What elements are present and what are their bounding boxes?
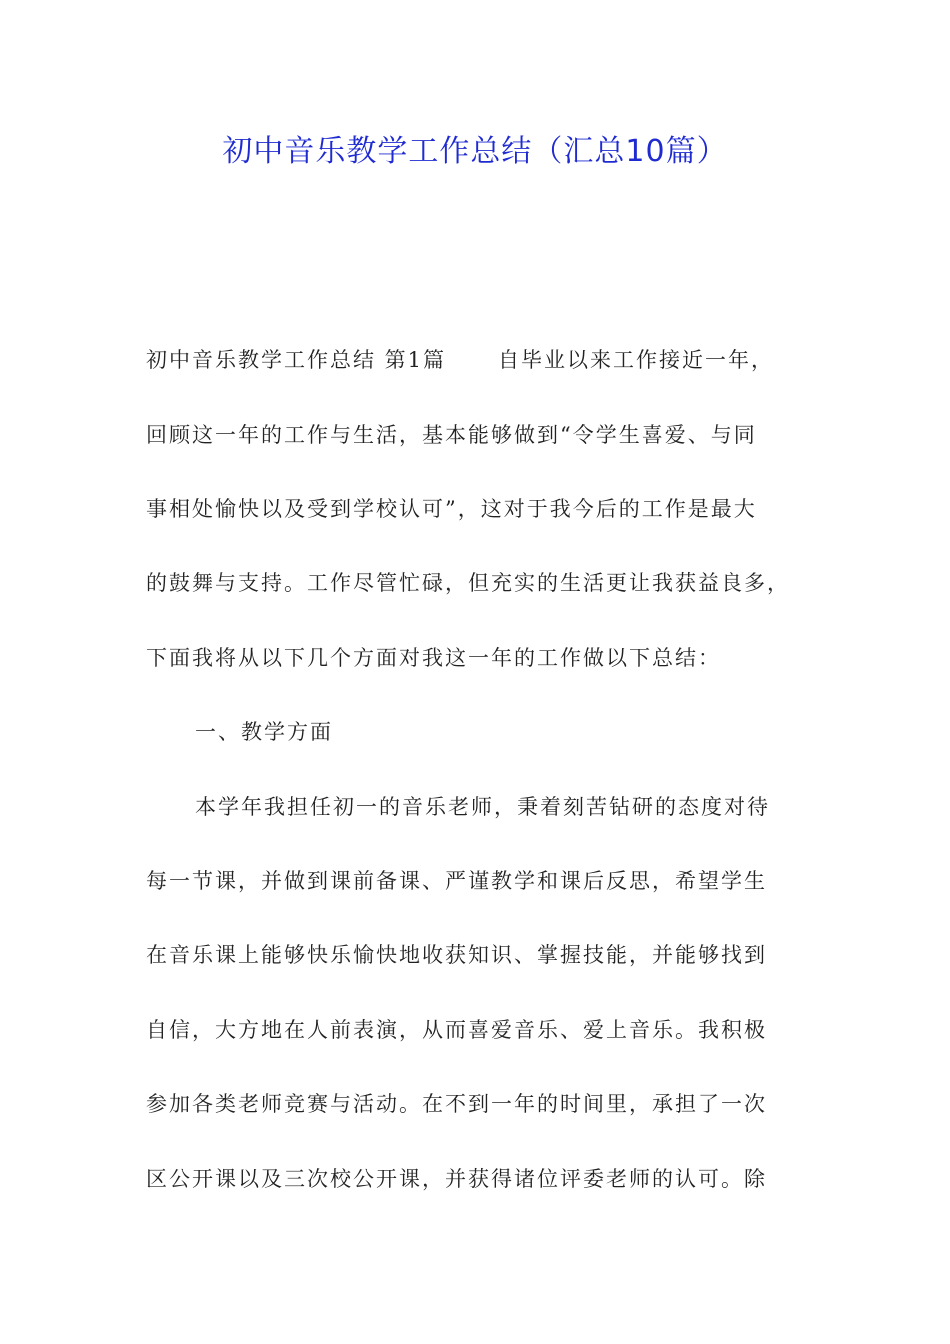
paragraph-line: 自信，大方地在人前表演，从而喜爱音乐、爱上音乐。我积极 bbox=[146, 1018, 767, 1042]
section-heading-line: 一、教学方面 bbox=[195, 720, 333, 744]
paragraph-line: 每一节课，并做到课前备课、严谨教学和课后反思，希望学生 bbox=[146, 869, 767, 893]
paragraph-text: 自毕业以来工作接近一年， bbox=[498, 348, 775, 372]
paragraph-line: 回顾这一年的工作与生活，基本能够做到“令学生喜爱、与同 bbox=[146, 423, 757, 447]
paragraph-line: 事相处愉快以及受到学校认可”，这对于我今后的工作是最大 bbox=[146, 497, 757, 521]
paragraph-line: 在音乐课上能够快乐愉快地收获知识、掌握技能，并能够找到 bbox=[146, 943, 767, 967]
paragraph-line-intro bbox=[146, 345, 774, 375]
paragraph-line: 区公开课以及三次校公开课，并获得诸位评委老师的认可。除 bbox=[146, 1167, 767, 1191]
paragraph-line: 的鼓舞与支持。工作尽管忙碌，但充实的生活更让我获益良多， bbox=[146, 571, 790, 595]
paragraph-line: 本学年我担任初一的音乐老师，秉着刻苦钻研的态度对待 bbox=[195, 795, 770, 819]
paragraph-line: 下面我将从以下几个方面对我这一年的工作做以下总结： bbox=[146, 646, 721, 670]
paragraph-line: 参加各类老师竞赛与活动。在不到一年的时间里，承担了一次 bbox=[146, 1092, 767, 1116]
document-title: 初中音乐教学工作总结（汇总10篇） bbox=[222, 134, 728, 169]
section-heading: 初中音乐教学工作总结 第1篇 bbox=[146, 348, 447, 372]
